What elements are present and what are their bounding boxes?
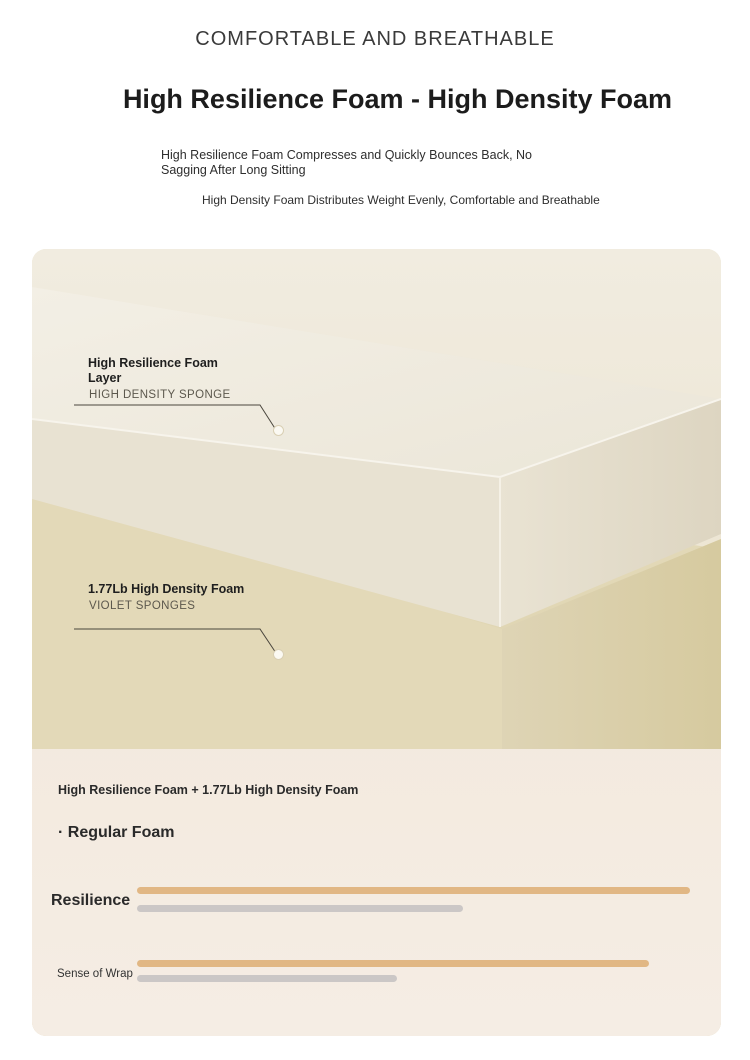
- bar-wrap-secondary: [137, 975, 397, 982]
- foam-illustration-card: [32, 249, 721, 1036]
- legend-secondary: · Regular Foam: [58, 824, 175, 841]
- page-title: High Resilience Foam - High Density Foam: [122, 84, 673, 114]
- marker-dot-layer1: [273, 425, 284, 436]
- bar-resilience-primary: [137, 887, 690, 894]
- layer1-subtitle: HIGH DENSITY SPONGE: [89, 389, 231, 401]
- annotation-layer1: [88, 356, 248, 401]
- bar-resilience-secondary: [137, 905, 463, 912]
- layer2-subtitle: VIOLET SPONGES: [89, 600, 196, 612]
- metric-label-wrap: Sense of Wrap: [57, 968, 133, 980]
- bar-wrap-primary: [137, 960, 649, 967]
- layer2-name: 1.77Lb High Density Foam: [88, 582, 245, 596]
- annotation-layer2: [88, 582, 248, 612]
- layer1-name: High Resilience Foam Layer: [88, 356, 218, 385]
- description-resilience: High Resilience Foam Compresses and Quickly Bounces Back, No Sagging After Long Sitting: [161, 148, 532, 177]
- legend-primary: High Resilience Foam + 1.77Lb High Density Foam: [58, 783, 359, 797]
- section-eyebrow: COMFORTABLE AND BREATHABLE: [195, 28, 555, 50]
- marker-dot-layer2: [273, 649, 284, 660]
- metric-label-resilience: Resilience: [51, 892, 131, 909]
- description-density: High Density Foam Distributes Weight Evenly, Comfortable and Breathable: [202, 193, 600, 207]
